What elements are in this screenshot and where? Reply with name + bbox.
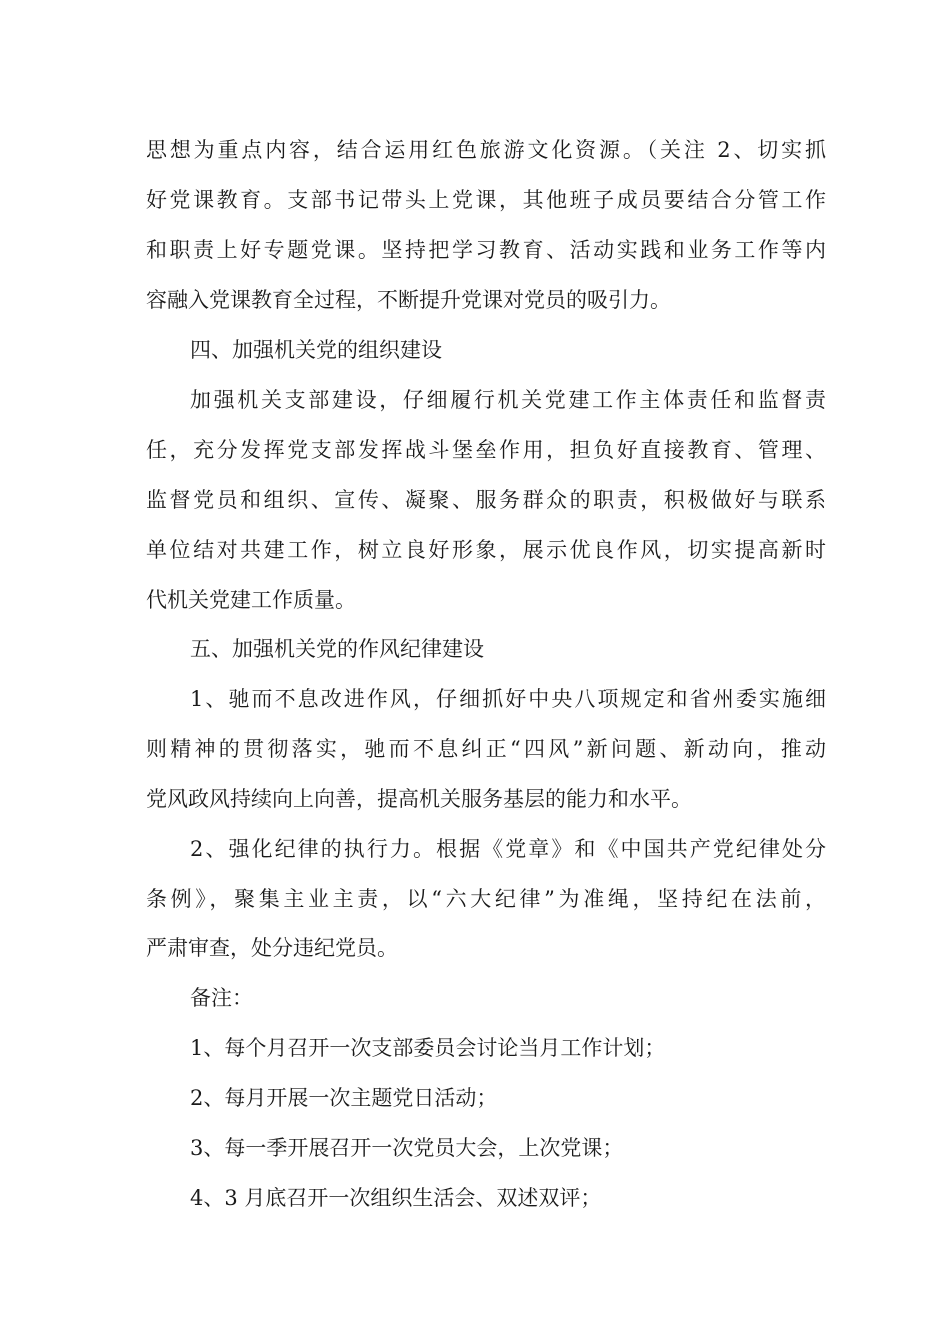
body-text-line: 严肃审查，处分违纪党员。 [146, 936, 398, 960]
section-heading: 四、加强机关党的组织建设 [190, 338, 442, 362]
body-text-line: 代机关党建工作质量。 [146, 588, 356, 612]
body-text-line: 容融入党课教育全过程，不断提升党课对党员的吸引力。 [146, 288, 671, 312]
body-text-line: 条例》，聚集主业主责，以“六大纪律”为准绳，坚持纪在法前， [146, 887, 826, 911]
list-item: 3、每一季开展召开一次党员大会，上次党课； [190, 1136, 624, 1160]
body-text-line: 思想为重点内容，结合运用红色旅游文化资源。（关注 2、切实抓 [146, 138, 826, 162]
body-text-line: 则精神的贯彻落实，驰而不息纠正“四风”新问题、新动向，推动 [146, 737, 826, 761]
body-text-line: 好党课教育。支部书记带头上党课，其他班子成员要结合分管工作 [146, 188, 826, 212]
body-text-line: 监督党员和组织、宣传、凝聚、服务群众的职责，积极做好与联系 [146, 488, 826, 512]
list-item: 1、每个月召开一次支部委员会讨论当月工作计划； [190, 1036, 666, 1060]
body-text-line: 和职责上好专题党课。坚持把学习教育、活动实践和业务工作等内 [146, 238, 826, 262]
body-text-line: 1、驰而不息改进作风，仔细抓好中央八项规定和省州委实施细 [190, 687, 826, 711]
section-heading: 五、加强机关党的作风纪律建设 [190, 637, 484, 661]
list-item: 4、3 月底召开一次组织生活会、双述双评； [190, 1186, 602, 1210]
body-text-line: 党风政风持续向上向善，提高机关服务基层的能力和水平。 [146, 787, 692, 811]
body-text-line: 2、强化纪律的执行力。根据《党章》和《中国共产党纪律处分 [190, 837, 826, 861]
body-text-line: 单位结对共建工作，树立良好形象，展示优良作风，切实提高新时 [146, 538, 826, 562]
body-text-line: 加强机关支部建设，仔细履行机关党建工作主体责任和监督责 [190, 388, 826, 412]
list-item: 2、每月开展一次主题党日活动； [190, 1086, 498, 1110]
notes-heading: 备注： [190, 986, 253, 1010]
body-text-line: 任，充分发挥党支部发挥战斗堡垒作用，担负好直接教育、管理、 [146, 438, 826, 462]
